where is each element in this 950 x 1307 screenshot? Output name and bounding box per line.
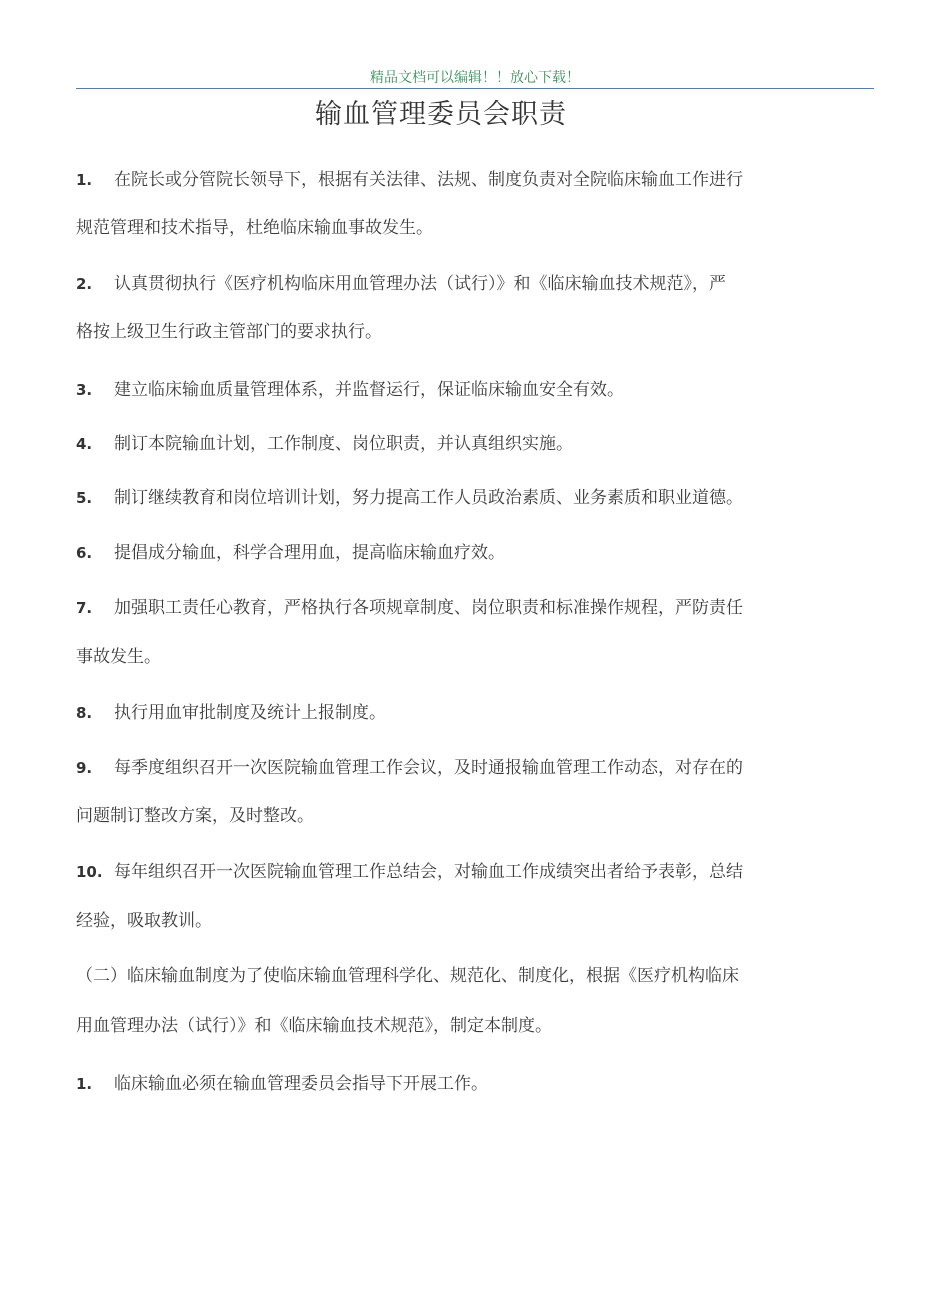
item-text: 执行用血审批制度及统计上报制度。 — [114, 703, 386, 723]
document-title: 输血管理委员会职责 — [315, 99, 567, 130]
item-text: 建立临床输血质量管理体系，并监督运行，保证临床输血安全有效。 — [114, 380, 624, 400]
item-number: 1. — [76, 1075, 93, 1093]
item-number: 9. — [76, 759, 93, 777]
item-text: 临床输血必须在输血管理委员会指导下开展工作。 — [114, 1074, 488, 1094]
list-item-6 — [76, 541, 816, 565]
item-text: 提倡成分输血，科学合理用血，提高临床输血疗效。 — [114, 543, 505, 563]
section-2-item-1 — [76, 1072, 816, 1096]
list-item-10-cont: 经验，吸取教训。 — [76, 911, 212, 931]
item-number: 10. — [76, 863, 103, 881]
list-item-1 — [76, 168, 816, 192]
item-number: 5. — [76, 489, 93, 507]
item-number: 7. — [76, 599, 93, 617]
section-2-paragraph: （二）临床输血制度为了使临床输血管理科学化、规范化、制度化，根据《医疗机构临床 — [76, 966, 739, 986]
list-item-5 — [76, 486, 816, 510]
item-number: 4. — [76, 435, 93, 453]
item-number: 8. — [76, 704, 93, 722]
item-text: 加强职工责任心教育，严格执行各项规章制度、岗位职责和标准操作规程，严防责任 — [114, 598, 743, 618]
item-number: 3. — [76, 381, 93, 399]
item-text: 每年组织召开一次医院输血管理工作总结会，对输血工作成绩突出者给予表彰，总结 — [114, 862, 743, 882]
list-item-8 — [76, 701, 816, 725]
list-item-3 — [76, 378, 816, 402]
list-item-7 — [76, 596, 816, 620]
page-header: 精品文档可以编辑！！放心下载！ — [370, 70, 580, 86]
item-text: 认真贯彻执行《医疗机构临床用血管理办法（试行）》和《临床输血技术规范》，严 — [114, 274, 726, 294]
list-item-2 — [76, 272, 816, 296]
section-2-paragraph-cont: 用血管理办法（试行）》和《临床输血技术规范》，制定本制度。 — [76, 1016, 552, 1036]
item-number: 1. — [76, 171, 93, 189]
list-item-9-cont: 问题制订整改方案，及时整改。 — [76, 806, 314, 826]
list-item-1-cont: 规范管理和技术指导，杜绝临床输血事故发生。 — [76, 218, 433, 238]
list-item-10 — [76, 860, 816, 884]
item-text: 制订继续教育和岗位培训计划，努力提高工作人员政治素质、业务素质和职业道德。 — [114, 488, 743, 508]
list-item-4 — [76, 432, 816, 456]
list-item-7-cont: 事故发生。 — [76, 647, 161, 667]
list-item-9 — [76, 756, 816, 780]
item-number: 6. — [76, 544, 93, 562]
item-text: 在院长或分管院长领导下，根据有关法律、法规、制度负责对全院临床输血工作进行 — [114, 170, 743, 190]
item-text: 每季度组织召开一次医院输血管理工作会议，及时通报输血管理工作动态，对存在的 — [114, 758, 743, 778]
list-item-2-cont: 格按上级卫生行政主管部门的要求执行。 — [76, 322, 382, 342]
item-text: 制订本院输血计划，工作制度、岗位职责，并认真组织实施。 — [114, 434, 573, 454]
item-number: 2. — [76, 275, 93, 293]
header-rule — [76, 88, 874, 89]
